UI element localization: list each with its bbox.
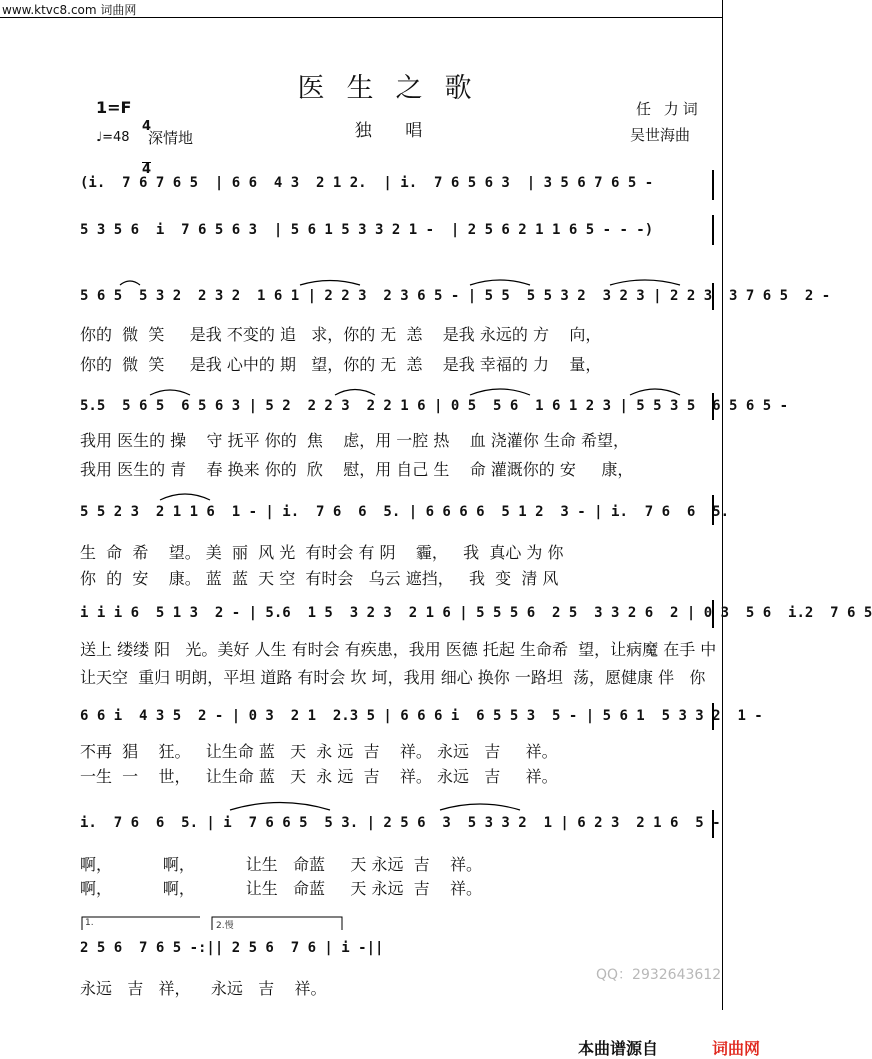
score-line-intro-2: 5 3 5 6 i 7 6 5 6 3 | 5 6 1 5 3 3 2 1 - | 2 5 6 2 1 1 6 5 - - -)	[80, 222, 654, 238]
source-label: 本曲谱源自	[578, 1039, 659, 1058]
volta-second-ending: 2.慢	[216, 921, 234, 931]
slur-2	[335, 390, 375, 396]
lyricist: 任 力词	[636, 100, 702, 118]
score-line-intro-1: (i. 7 6 7 6 5 | 6 6 4 3 2 1 2. | i. 7 6 5 6 3 | 3 5 6 7 6 5 -	[80, 175, 654, 191]
qq-watermark: QQ：2932643612	[596, 967, 722, 983]
composer: 吴世海曲	[630, 126, 691, 144]
slur-7	[440, 804, 520, 810]
score-line-9: 2 5 6 7 6 5 -:|| 2 5 6 7 6 | i -||	[80, 940, 384, 956]
slur-3	[470, 389, 530, 395]
lyric-line-4a: 我用 医生的 操 守 抚平 你的 焦 虑，用 一腔 热 血 浇灌你 生命 希望，	[80, 431, 629, 450]
lyric-line-6b: 让天空 重归 明朗，平坦 道路 有时会 坎 坷，我用 细心 换你 一路坦 荡，愿健康 伴 你	[80, 668, 706, 687]
time-bottom: 4	[142, 162, 152, 177]
lyric-line-5a: 生 命 希 望。 美 丽 风 光 有时会 有 阴 霾， 我 真心 为 你	[80, 543, 564, 562]
expression-mark: 深情地	[148, 129, 194, 147]
lyric-line-8a: 啊， 啊， 让生 命蓝 天 永远 吉 祥。	[80, 855, 483, 874]
slur-9	[300, 281, 360, 286]
song-title: 医生之歌	[297, 73, 494, 104]
tempo-mark: ♩=48	[96, 130, 130, 145]
lyric-line-4b: 我用 医生的 青 春 换来 你的 欣 慰，用 自己 生 命 灌溉你的 安 康，	[80, 460, 634, 479]
lyric-line-5b: 你 的 安 康。 蓝 蓝 天 空 有时会 乌云 遮挡， 我 变 清 风	[80, 569, 559, 588]
slur-1	[150, 390, 190, 395]
key-signature: 1=F	[96, 98, 132, 117]
volta-bracket-1	[82, 917, 200, 930]
volta-first-ending: 1.	[85, 918, 94, 928]
lyric-line-3b: 你的 微 笑 是我 心中的 期 望，你的 无 恙 是我 幸福的 力 量，	[80, 355, 602, 374]
score-line-5: 5 5 2 3 2 1 1 6 1 - | i. 7 6 6 5. | 6 6 6 6 5 1 2 3 - | i. 7 6 6 5.	[80, 504, 730, 520]
lyric-line-7a: 不再 猖 狂。 让生命 蓝 天 永 远 吉 祥。 永远 吉 祥。	[80, 742, 558, 761]
time-top: 4	[142, 119, 152, 134]
volta-bracket-2	[212, 917, 342, 930]
slur-8	[120, 281, 140, 285]
lyric-line-8b: 啊， 啊， 让生 命蓝 天 永远 吉 祥。	[80, 879, 483, 898]
lyric-line-6a: 送上 缕缕 阳 光。美好 人生 有时会 有疾患，我用 医德 托起 生命希 望，让病魔 在手 中	[80, 640, 717, 659]
lyric-line-7b: 一生 一 世， 让生命 蓝 天 永 远 吉 祥。 永远 吉 祥。	[80, 767, 558, 786]
slur-6	[230, 803, 330, 811]
score-line-7: 6 6 i 4 3 5 2 - | 0 3 2 1 2.3 5 | 6 6 6 i 6 5 5 3 5 - | 5 6 1 5 3 3 2 1 -	[80, 708, 763, 724]
slur-4	[630, 389, 680, 395]
lyric-line-9: 永远 吉 祥， 永远 吉 祥。	[80, 979, 327, 998]
score-line-8: i. 7 6 6 5. | i 7 6 6 5 5 3. | 2 5 6 3 5 3 3 2 1 | 6 2 3 2 1 6 5 -	[80, 815, 721, 831]
slur-10	[470, 280, 530, 285]
slur-5	[160, 494, 210, 500]
brand-link[interactable]: 词曲网	[712, 1039, 761, 1058]
lyric-line-3a: 你的 微 笑 是我 不变的 追 求，你的 无 恙 是我 永远的 方 向，	[80, 325, 602, 344]
performance-type: 独 唱	[354, 121, 437, 141]
score-line-4: 5.5 5 6 5 6 5 6 3 | 5 2 2 2 3 2 2 1 6 | 0 5 5 6 1 6 1 2 3 | 5 5 3 5 6 5 6 5 -	[80, 398, 789, 414]
slur-11	[610, 280, 680, 285]
score-line-6: i i i 6 5 1 3 2 - | 5.6 1 5 3 2 3 2 1 6 | 5 5 5 6 2 5 3 3 2 6 2 | 0 3 5 6 i.2 7 6 5	[80, 605, 872, 621]
site-url[interactable]: www.ktvc8.com 词曲网	[2, 3, 137, 17]
score-line-3: 5 6 5 5 3 2 2 3 2 1 6 1 | 2 2 3 2 3 6 5 - | 5 5 5 5 3 2 3 2 3 | 2 2 3 3 7 6 5 2 -	[80, 288, 831, 304]
